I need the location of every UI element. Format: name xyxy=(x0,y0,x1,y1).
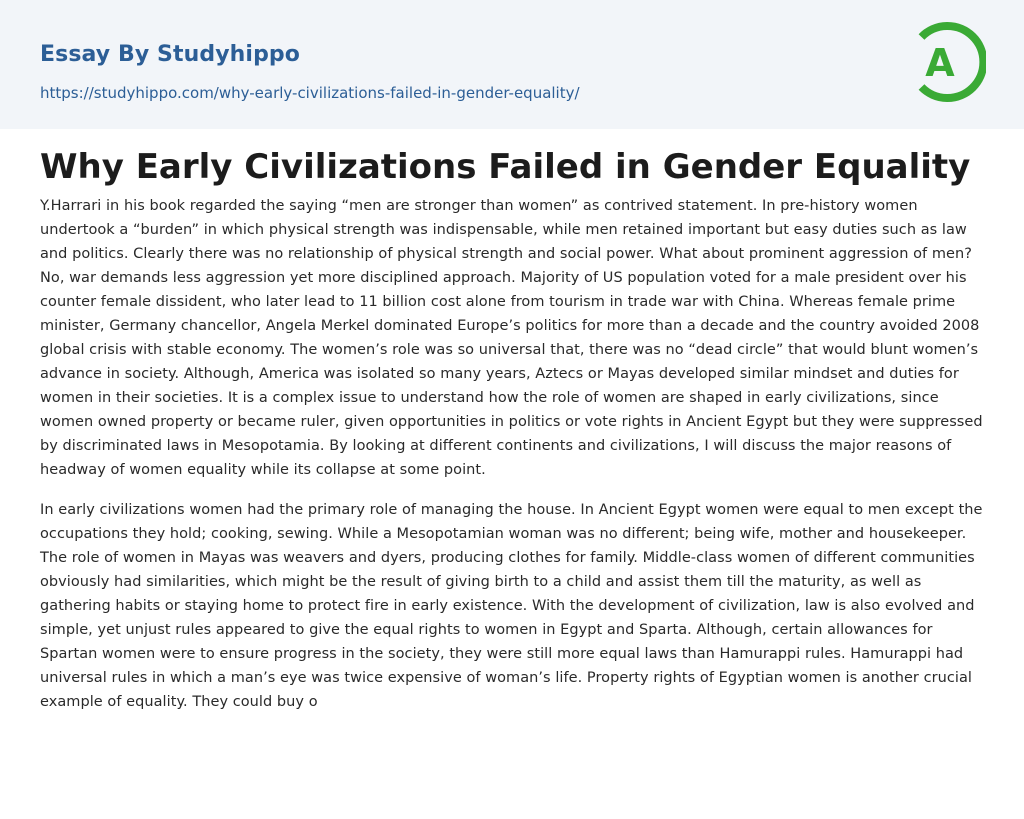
site-brand[interactable]: Essay By Studyhippo xyxy=(40,42,300,67)
article-paragraph: In early civilizations women had the primary role of managing the house. In Ancient Egypt women were equal to men except the occupations they hold; cooking, sewing. While a Mesopotamian woman was no different; being wife, mother and housekeeper. The role of women in Mayas was weavers and dyers, producing clothes for family. Middle-class women of different communities obviously had similarities, which might be the result of giving birth to a child and assist them till the maturity, as well as gathering habits or staying home to protect fire in early existence. With the development of civilization, law is also evolved and simple, yet unjust rules appeared to give the equal rights to women in Egypt and Sparta. Although, certain allowances for Spartan women were to ensure progress in the society, they were still more equal laws than Hamurappi rules. Hamurappi had universal rules in which a man’s eye was twice expensive of woman’s life. Property rights of Egyptian women is another crucial example of equality. They could buy o xyxy=(40,502,983,710)
logo-letter: A xyxy=(925,41,955,85)
page-url[interactable]: https://studyhippo.com/why-early-civilizations-failed-in-gender-equality/ xyxy=(40,84,580,102)
article-title: Why Early Civilizations Failed in Gender Equality xyxy=(40,147,971,187)
article-body xyxy=(40,194,986,730)
article-paragraph: Y.Harrari in his book regarded the saying “men are stronger than women” as contrived statement. In pre-history women undertook a “burden” in which physical strength was indispensable, while men retained important but easy duties such as law and politics. Clearly there was no relationship of physical strength and social power. What about prominent aggression of men? No, war demands less aggression yet more disciplined approach. Majority of US population voted for a male president over his counter female dissident, who later lead to 11 billion cost alone from tourism in trade war with China. Whereas female prime minister, Germany chancellor, Angela Merkel dominated Europe’s politics for more than a decade and the country avoided 2008 global crisis with stable economy. The women’s role was so universal that, there was no “dead circle” that would blunt women’s advance in society. Although, America was isolated so many years, Aztecs or Mayas developed similar mindset and duties for women in their societies. It is a complex issue to understand how the role of women are shaped in early civilizations, since women owned property or became ruler, given opportunities in politics or vote rights in Ancient Egypt but they were suppressed by discriminated laws in Mesopotamia. By looking at different continents and civilizations, I will discuss the major reasons of headway of women equality while its collapse at some point. xyxy=(40,198,983,478)
site-header xyxy=(0,0,1024,129)
studyhippo-logo-icon[interactable] xyxy=(912,20,986,104)
